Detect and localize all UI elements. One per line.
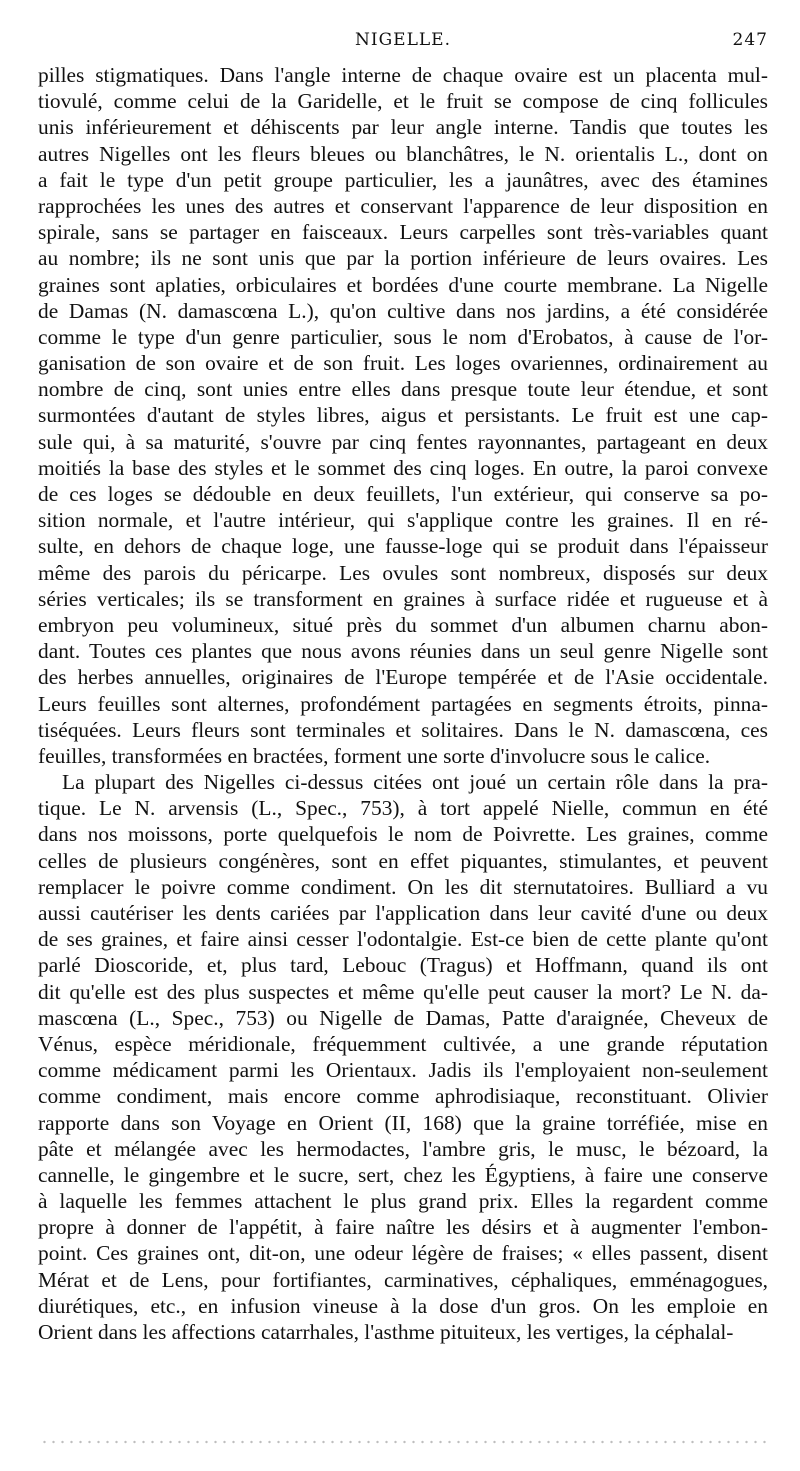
text-line: unis inférieurement et déhiscents par leur angle interne. Tandis que toutes les xyxy=(38,115,768,140)
text-line: tique. Le N. arvensis (L., Spec., 753), à tort appelé Nielle, commun en été xyxy=(38,796,768,821)
text-line: au nombre; ils ne sont unis que par la portion inférieure de leurs ovaires. Les xyxy=(38,246,768,271)
text-line: cannelle, le gingembre et le sucre, sert, chez les Égyptiens, à faire une conserve xyxy=(38,1162,768,1187)
text-line: dans nos moissons, porte quelquefois le nom de Poivrette. Les graines, comme xyxy=(38,822,768,847)
text-line: dant. Toutes ces plantes que nous avons réunies dans un seul genre Nigelle sont xyxy=(38,639,768,664)
text-line: nombre de cinq, sont unies entre elles dans presque toute leur étendue, et sont xyxy=(38,377,768,402)
text-line: même des parois du péricarpe. Les ovules sont nombreux, disposés sur deux xyxy=(38,560,768,585)
text-line: Orient dans les affections catarrhales, l'asthme pituiteux, les vertiges, la céphalal- xyxy=(38,1320,734,1344)
running-header xyxy=(38,30,768,56)
text-line: La plupart des Nigelles ci-dessus citées ont joué un certain rôle dans la pra- xyxy=(62,770,768,795)
text-line: remplacer le poivre comme condiment. On les dit sternutatoires. Bulliard a vu xyxy=(38,874,768,899)
text-line: comme médicament parmi les Orientaux. Jadis ils l'employaient non-seulement xyxy=(38,1058,768,1083)
text-line: pilles stigmatiques. Dans l'angle interne de chaque ovaire est un placenta mul- xyxy=(38,63,768,87)
text-line: de ses graines, et faire ainsi cesser l'odontalgie. Est-ce bien de cette plante qu'ont xyxy=(38,927,768,952)
text-line: comme condiment, mais encore comme aphrodisiaque, reconstituant. Olivier xyxy=(38,1084,768,1109)
text-line: ganisation de son ovaire et de son fruit. Les loges ovariennes, ordinairement au xyxy=(38,351,768,376)
text-line: moitiés la base des styles et le sommet des cinq loges. En outre, la paroi convexe xyxy=(38,455,768,480)
text-line: aussi cautériser les dents cariées par l'application dans leur cavité d'une ou deux xyxy=(38,901,768,925)
text-line: sition normale, et l'autre intérieur, qui s'applique contre les graines. Il en ré- xyxy=(38,508,768,533)
page-number: 247 xyxy=(732,30,768,50)
text-line: diurétiques, etc., en infusion vineuse à la dose d'un gros. On les emploie en xyxy=(38,1293,768,1318)
text-line: Mérat et de Lens, pour fortifiantes, carminatives, céphaliques, emménagogues, xyxy=(38,1267,768,1292)
text-line: autres Nigelles ont les fleurs bleues ou blanchâtres, le N. orientalis L., dont on xyxy=(38,141,768,166)
body-text xyxy=(38,62,768,1345)
text-line: de ces loges se dédouble en deux feuillets, l'un extérieur, qui conserve sa po- xyxy=(38,482,768,506)
text-line: embryon peu volumineux, situé près du sommet d'un albumen charnu abon- xyxy=(38,612,768,637)
text-line: séries verticales; ils se transforment en graines à surface ridée et rugueuse et à xyxy=(38,586,768,611)
text-line: Vénus, espèce méridionale, fréquemment cultivée, a une grande réputation xyxy=(38,1031,768,1056)
text-line: rapporte dans son Voyage en Orient (II, 168) que la graine torréfiée, mise en xyxy=(38,1110,768,1135)
text-line: tiovulé, comme celui de la Garidelle, et le fruit se compose de cinq follicules xyxy=(38,89,768,114)
text-line: feuilles, transformées en bractées, forment une sorte d'involucre sous le calice. xyxy=(38,743,711,768)
text-line: graines sont aplaties, orbiculaires et bordées d'une courte membrane. La Nigelle xyxy=(38,272,768,297)
text-line: surmontées d'autant de styles libres, aigus et persistants. Le fruit est une cap- xyxy=(38,403,768,428)
text-line: spirale, sans se partager en faisceaux. Leurs carpelles sont très-variables quant xyxy=(38,220,768,245)
text-line: celles de plusieurs congénères, sont en effet piquantes, stimulantes, et peuvent xyxy=(38,848,768,873)
text-line: pâte et mélangée avec les hermodactes, l'ambre gris, le musc, le bézoard, la xyxy=(38,1136,768,1161)
paragraph xyxy=(38,769,768,1345)
paragraph xyxy=(38,62,768,769)
text-line: propre à donner de l'appétit, à faire naître les désirs et à augmenter l'embon- xyxy=(38,1215,768,1240)
text-line: dit qu'elle est des plus suspectes et même qu'elle peut causer la mort? Le N. da- xyxy=(38,979,768,1004)
text-line: a fait le type d'un petit groupe particulier, les a jaunâtres, avec des étamines xyxy=(38,167,768,192)
text-line: à laquelle les femmes attachent le plus grand prix. Elles la regardent comme xyxy=(38,1189,768,1214)
text-line: rapprochées les unes des autres et conservant l'apparence de leur disposition en xyxy=(38,193,768,218)
text-line: sulte, en dehors de chaque loge, une fausse-loge qui se produit dans l'épaisseur xyxy=(38,534,768,559)
running-title: NIGELLE. xyxy=(355,30,451,50)
text-line: point. Ces graines ont, dit-on, une odeur légère de fraises; « elles passent, disent xyxy=(38,1241,768,1266)
text-line: tiséquées. Leurs fleurs sont terminales et solitaires. Dans le N. damascœna, ces xyxy=(38,717,768,742)
footer-dotted-rule xyxy=(40,1440,766,1444)
text-line: Leurs feuilles sont alternes, profondément partagées en segments étroits, pinna- xyxy=(38,691,768,716)
text-line: parlé Dioscoride, et, plus tard, Lebouc (Tragus) et Hoffmann, quand ils ont xyxy=(38,953,768,978)
text-line: sule qui, à sa maturité, s'ouvre par cinq fentes rayonnantes, partageant en deux xyxy=(38,429,768,454)
text-line: comme le type d'un genre particulier, sous le nom d'Erobatos, à cause de l'or- xyxy=(38,324,768,349)
text-line: des herbes annuelles, originaires de l'Europe tempérée et de l'Asie occidentale. xyxy=(38,665,768,690)
text-line: mascœna (L., Spec., 753) ou Nigelle de Damas, Patte d'araignée, Cheveux de xyxy=(38,1005,768,1030)
text-line: de Damas (N. damascœna L.), qu'on cultive dans nos jardins, a été considérée xyxy=(38,298,768,323)
